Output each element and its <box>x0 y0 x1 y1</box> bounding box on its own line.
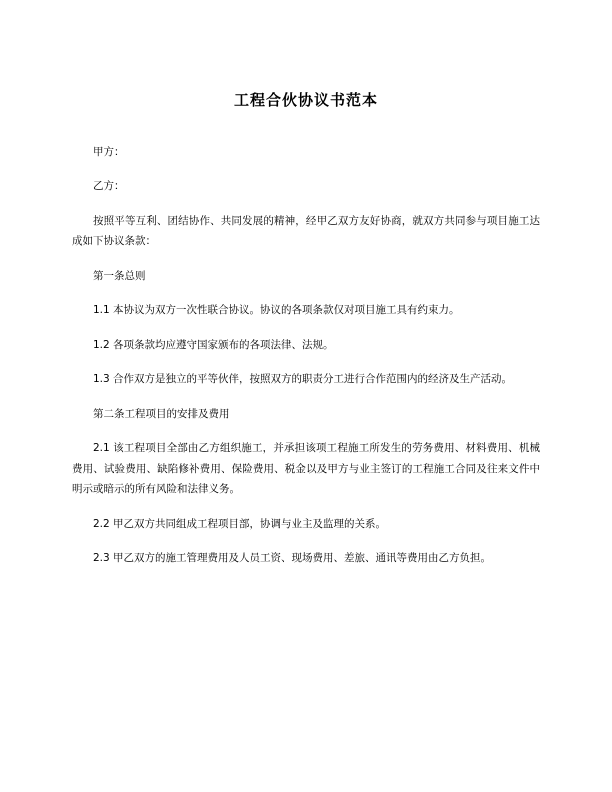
paragraph-article-1-heading: 第一条总则 <box>93 269 146 282</box>
paragraph-clause-1-1: 1.1 本协议为双方一次性联合协议。协议的各项条款仅对项目施工具有约束力。 <box>93 304 460 317</box>
paragraph-party-b: 乙方： <box>93 180 125 193</box>
paragraph-clause-2-3: 2.3 甲乙双方的施工管理费用及人员工资、现场费用、差旅、通讯等费用由乙方负担。 <box>93 552 492 565</box>
paragraph-party-a: 甲方： <box>93 146 125 158</box>
paragraph-clause-1-2: 1.2 各项条款均应遵守国家颁布的各项法律、法规。 <box>93 338 334 351</box>
paragraph-clause-2-1: 2.1 该工程项目全部由乙方组织施工，并承担该项工程施工所发生的劳务费用、材料费用、机械费用、试验费用、缺陷修补费用、保险费用、税金以及甲方与业主签订的工程施工合同及往来文件中明示或暗示的所有风险和法律义务。 <box>72 442 540 496</box>
paragraph-article-2-heading: 第二条工程项目的安排及费用 <box>93 407 230 420</box>
page-title: 工程合伙协议书范本 <box>233 91 378 109</box>
paragraph-clause-2-2: 2.2 甲乙双方共同组成工程项目部，协调与业主及监理的关系。 <box>93 517 387 530</box>
paragraph-preamble: 按照平等互利、团结协作、共同发展的精神，经甲乙双方友好协商，就双方共同参与项目施工达成如下协议条款： <box>72 214 540 248</box>
paragraph-clause-1-3: 1.3 合作双方是独立的平等伙伴，按照双方的职责分工进行合作范围内的经济及生产活动。 <box>93 373 513 386</box>
